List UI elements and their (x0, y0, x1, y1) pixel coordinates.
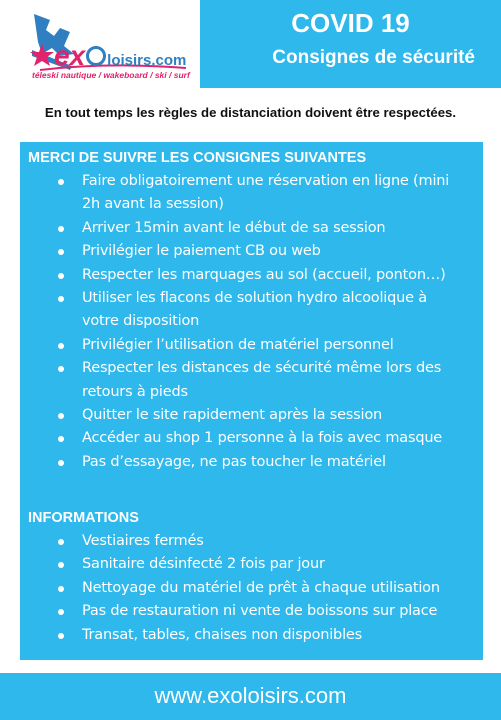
intro-text: En tout temps les règles de distanciation doivent être respectées. (44, 105, 457, 120)
logo-prefix: ex (54, 40, 86, 71)
bullet-icon (58, 413, 64, 419)
list-item: Nettoyage du matériel de prêt à chaque utilisation (20, 577, 483, 600)
consignes-list (20, 170, 483, 474)
header-banner (200, 0, 501, 88)
list-item: Pas de restauration ni vente de boissons sur place (20, 600, 483, 623)
bullet-icon (58, 609, 64, 615)
website-link[interactable]: www.exoloisirs.com (154, 683, 347, 708)
bullet-icon (58, 226, 64, 232)
bullet-icon (58, 179, 64, 185)
rules-panel (20, 142, 483, 660)
bullet-icon (58, 343, 64, 349)
bullet-icon (58, 460, 64, 466)
list-item: Transat, tables, chaises non disponibles (20, 624, 483, 647)
list-item: Vestiaires fermés (20, 530, 483, 553)
list-item: Faire obligatoirement une réservation en ligne (mini 2h avant la session) (20, 170, 483, 217)
page-title: COVID 19 (291, 8, 410, 38)
section-title-informations: INFORMATIONS (28, 510, 139, 526)
logo-suffix: loisirs.com (107, 52, 187, 69)
bullet-icon (58, 366, 64, 372)
footer-banner (0, 673, 501, 720)
list-item: Sanitaire désinfecté 2 fois par jour (20, 553, 483, 576)
list-item: Quitter le site rapidement après la session (20, 404, 483, 427)
bullet-icon (58, 539, 64, 545)
logo-tagline: téleski nautique / wakeboard / ski / surf (32, 70, 190, 80)
list-item: Privilégier l’utilisation de matériel personnel (20, 334, 483, 357)
bullet-icon (58, 633, 64, 639)
bullet-icon (58, 296, 64, 302)
list-item: Arriver 15min avant le début de sa session (20, 217, 483, 240)
list-item: Accéder au shop 1 personne à la fois avec masque (20, 427, 483, 450)
bullet-icon (58, 436, 64, 442)
list-item: Privilégier le paiement CB ou web (20, 240, 483, 263)
bullet-icon (58, 562, 64, 568)
informations-list (20, 530, 483, 647)
logo-o-icon (86, 46, 106, 66)
page-subtitle: Consignes de sécurité (272, 47, 475, 68)
bullet-icon (58, 586, 64, 592)
list-item: Pas d’essayage, ne pas toucher le matériel (20, 451, 483, 474)
bullet-icon (58, 249, 64, 255)
bullet-icon (58, 273, 64, 279)
list-item: Utiliser les flacons de solution hydro alcoolique à votre disposition (20, 287, 483, 334)
section-title-consignes: MERCI DE SUIVRE LES CONSIGNES SUIVANTES (28, 150, 367, 166)
list-item: Respecter les distances de sécurité même lors des retours à pieds (20, 357, 483, 404)
list-item: Respecter les marquages au sol (accueil, ponton…) (20, 264, 483, 287)
